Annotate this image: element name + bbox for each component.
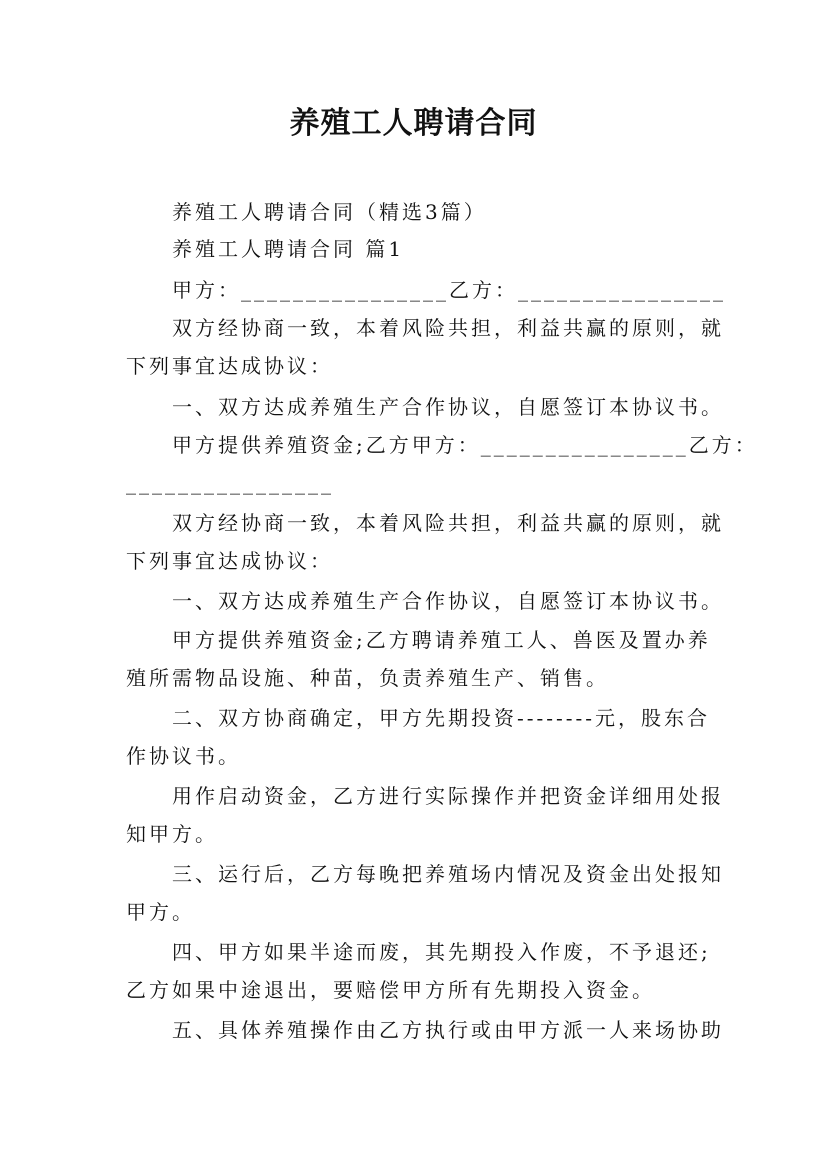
paragraph-line: 五、具体养殖操作由乙方执行或由甲方派一人来场协助 xyxy=(172,1018,724,1042)
paragraph-line: 作协议书。 xyxy=(126,744,241,768)
paragraph-line: 双方经协商一致，本着风险共担，利益共赢的原则，就 xyxy=(172,316,724,340)
paragraph-line: ________________ xyxy=(126,471,334,495)
paragraph-line: 甲方提供养殖资金;乙方聘请养殖工人、兽医及置办养 xyxy=(172,628,711,652)
document-title: 养殖工人聘请合同 xyxy=(289,106,538,141)
paragraph-line: 甲方提供养殖资金;乙方甲方：________________乙方： xyxy=(172,433,758,457)
paragraph-line: 殖所需物品设施、种苗，负责养殖生产、销售。 xyxy=(126,666,609,690)
paragraph-line: 一、双方达成养殖生产合作协议，自愿签订本协议书。 xyxy=(172,395,724,419)
paragraph-line: 一、双方达成养殖生产合作协议，自愿签订本协议书。 xyxy=(172,589,724,613)
paragraph-line: 知甲方。 xyxy=(126,822,218,846)
paragraph-line: 甲方。 xyxy=(126,900,195,924)
paragraph-line: 下列事宜达成协议： xyxy=(126,549,333,573)
paragraph-line: 甲方：________________乙方：________________ xyxy=(172,278,726,302)
paragraph-line: 四、甲方如果半途而废，其先期投入作废，不予退还; xyxy=(172,940,711,964)
paragraph-line: 养殖工人聘请合同 篇1 xyxy=(172,237,405,261)
paragraph-line: 二、双方协商确定，甲方先期投资--------元，股东合 xyxy=(172,706,711,730)
paragraph-line: 双方经协商一致，本着风险共担，利益共赢的原则，就 xyxy=(172,511,724,535)
paragraph-line: 乙方如果中途退出，要赔偿甲方所有先期投入资金。 xyxy=(126,978,655,1002)
paragraph-line: 用作启动资金，乙方进行实际操作并把资金详细用处报 xyxy=(172,784,724,808)
paragraph-line: 养殖工人聘请合同（精选3篇） xyxy=(172,200,487,224)
paragraph-line: 三、运行后，乙方每晚把养殖场内情况及资金出处报知 xyxy=(172,862,724,886)
paragraph-line: 下列事宜达成协议： xyxy=(126,354,333,378)
